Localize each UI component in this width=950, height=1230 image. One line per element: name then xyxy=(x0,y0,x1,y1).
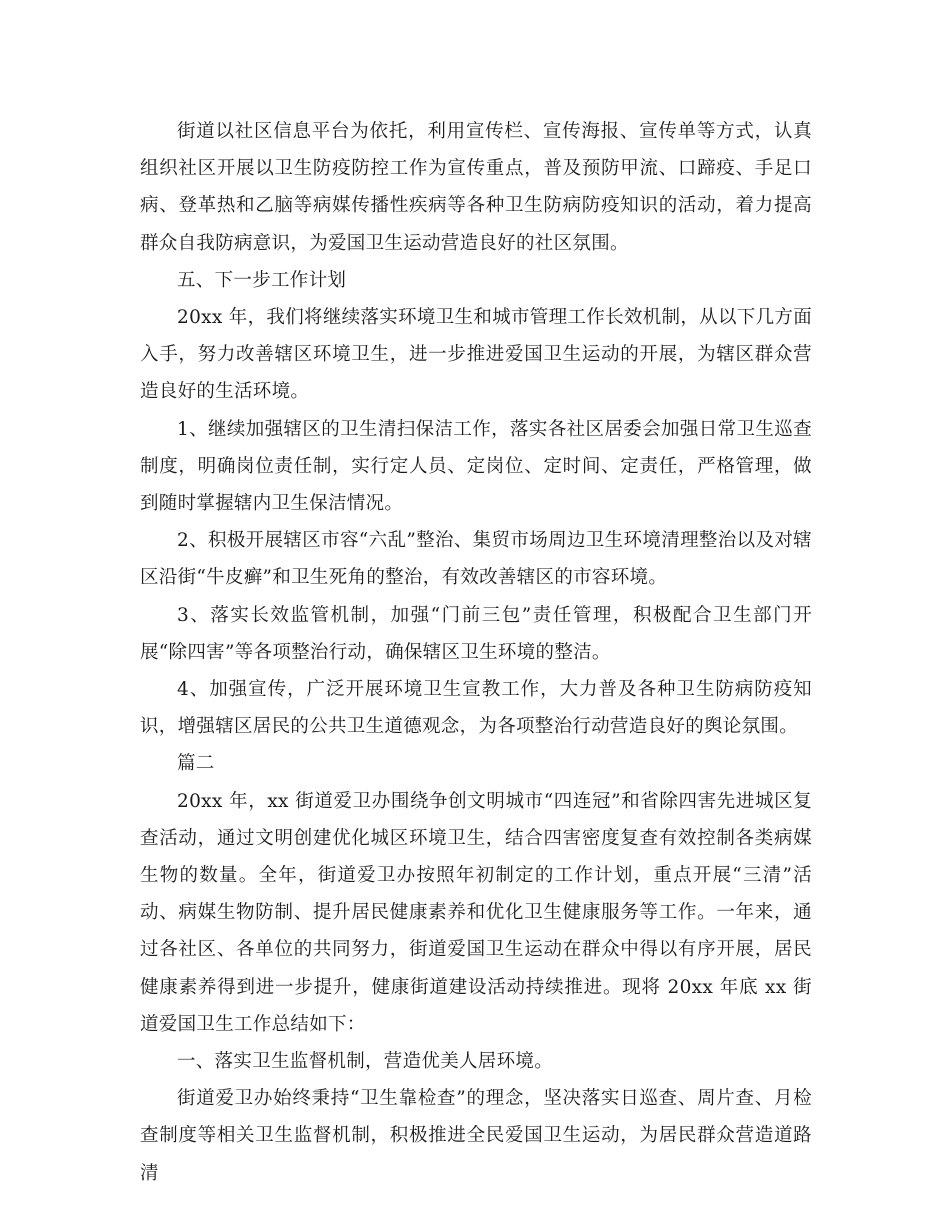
paragraph-part2-intro: 20xx 年，xx 街道爱卫办围绕争创文明城市“四连冠”和省除四害先进城区复查活动，通过文明创建优化城区环境卫生，结合四害密度复查有效控制各类病媒生物的数量。全年，街道爱卫办按照年初制定的工作计划，重点开展“三清”活动、病媒生物防制、提升居民健康素养和优化卫生健康服务等工作。一年来，通过各社区、各单位的共同努力，街道爱国卫生运动在群众中得以有序开展，居民健康素养得到进一步提升，健康街道建设活动持续推进。现将 20xx 年底 xx 街道爱国卫生工作总结如下： xyxy=(140,790,812,1035)
document-body xyxy=(140,113,812,1192)
paragraph-plan-intro: 20xx 年，我们将继续落实环境卫生和城市管理工作长效机制，从以下几方面入手，努力改善辖区环境卫生，进一步推进爱国卫生运动的开展，为辖区群众营造良好的生活环境。 xyxy=(140,307,812,403)
section-heading-supervision: 一、落实卫生监督机制，营造优美人居环境。 xyxy=(177,1051,554,1073)
part-heading-2: 篇二 xyxy=(177,753,215,775)
section-heading-next-plan: 五、下一步工作计划 xyxy=(177,269,347,291)
paragraph-plan-item-4: 4、加强宣传，广泛开展环境卫生宣教工作，大力普及各种卫生防病防疫知识，增强辖区居民的公共卫生道德观念，为各项整治行动营造良好的舆论氛围。 xyxy=(140,679,812,738)
paragraph-publicity: 街道以社区信息平台为依托，利用宣传栏、宣传海报、宣传单等方式，认真组织社区开展以卫生防疫防控工作为宣传重点，普及预防甲流、口蹄疫、手足口病、登革热和乙脑等病媒传播性疾病等各种卫生防病防疫知识的活动，着力提高群众自我防病意识，为爱国卫生运动营造良好的社区氛围。 xyxy=(140,121,812,254)
paragraph-plan-item-1: 1、继续加强辖区的卫生清扫保洁工作，落实各社区居委会加强日常卫生巡查制度，明确岗位责任制，实行定人员、定岗位、定时间、定责任，严格管理，做到随时掌握辖内卫生保洁情况。 xyxy=(140,418,812,515)
paragraph-plan-item-2: 2、积极开展辖区市容“六乱”整治、集贸市场周边卫生环境清理整治以及对辖区沿街“牛皮癣”和卫生死角的整治，有效改善辖区的市容环境。 xyxy=(140,530,812,589)
paragraph-supervision: 街道爱卫办始终秉持“卫生靠检查”的理念，坚决落实日巡查、周片查、月检查制度等相关卫生监督机制，积极推进全民爱国卫生运动，为居民群众营造道路清 xyxy=(140,1088,812,1184)
paragraph-plan-item-3: 3、落实长效监管机制，加强“门前三包”责任管理，积极配合卫生部门开展“除四害”等各项整治行动，确保辖区卫生环境的整洁。 xyxy=(140,604,812,663)
